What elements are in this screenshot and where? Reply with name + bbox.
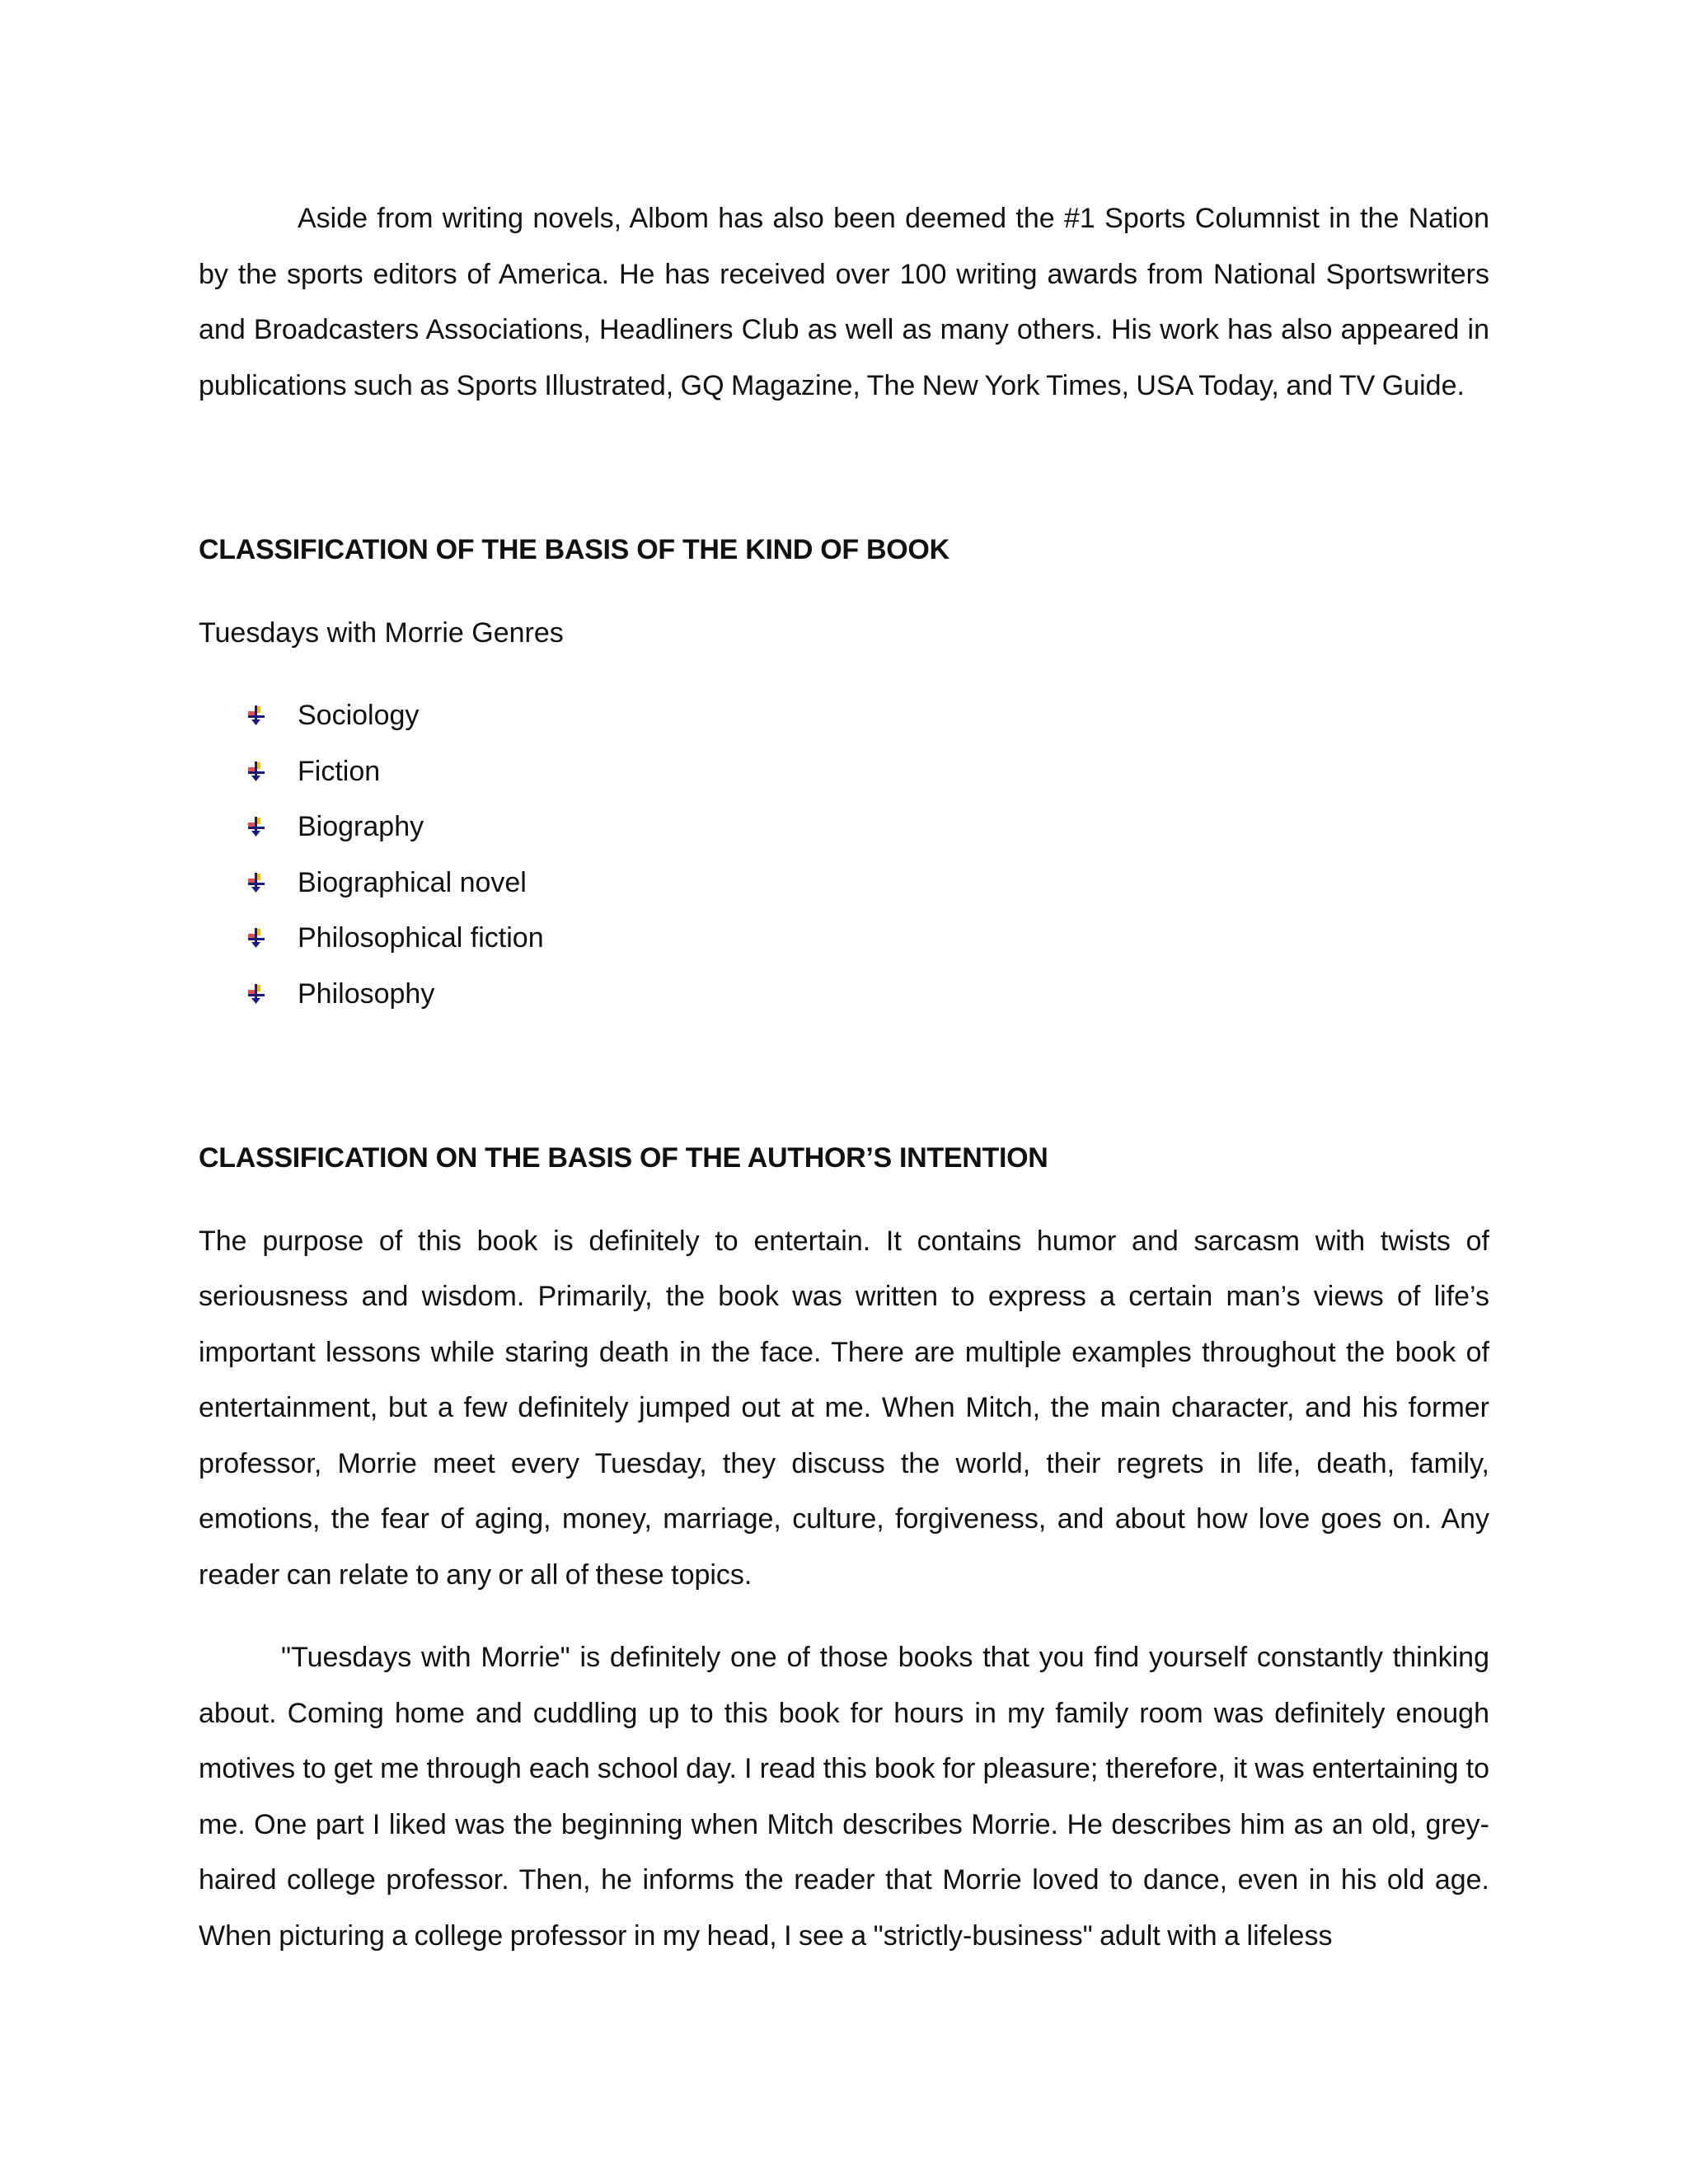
genre-label: Biography bbox=[298, 811, 424, 843]
genre-label: Fiction bbox=[298, 755, 381, 787]
spacer bbox=[199, 414, 1489, 523]
genre-list bbox=[199, 688, 1489, 1022]
list-item bbox=[199, 799, 1489, 855]
list-item bbox=[199, 688, 1489, 744]
genre-label: Biographical novel bbox=[298, 866, 527, 898]
arrow-bullet-icon bbox=[199, 799, 298, 855]
list-item bbox=[199, 911, 1489, 967]
spacer bbox=[199, 1187, 1489, 1214]
section-heading-kind: CLASSIFICATION OF THE BASIS OF THE KIND OF BOOK bbox=[199, 534, 950, 565]
list-item bbox=[199, 967, 1489, 1023]
intention-paragraph-2: "Tuesdays with Morrie" is definitely one of those books that you find yourself constantly thinking about. Coming home and cuddling up to this book for hours in my family room was definitely enough motives to get me through each school day. I read this book for pleasure; therefore, it was entertaining to me. One part I liked was the beginning when Mitch describes Morrie. He describes him as an old, grey-haired college professor. Then, he informs the reader that Morrie loved to dance, even in his old age. When picturing a college professor in my head, I see a "strictly-business" adult with a lifeless bbox=[199, 1642, 1489, 1952]
list-item bbox=[199, 855, 1489, 912]
spacer bbox=[199, 661, 1489, 688]
genre-label: Philosophy bbox=[298, 977, 435, 1010]
genres-subtitle: Tuesdays with Morrie Genres bbox=[199, 616, 564, 649]
genre-label: Philosophical fiction bbox=[298, 922, 544, 954]
document-page bbox=[199, 191, 1489, 1964]
genre-label: Sociology bbox=[298, 700, 420, 732]
list-item bbox=[199, 744, 1489, 800]
intro-paragraph: Aside from writing novels, Albom has also been deemed the #1 Sports Columnist in the Nation by the sports editors of America. He has received over 100 writing awards from National Sportswriters and Broadcasters Associations, Headliners Club as well as many others. His work has also appeared in publications such as Sports Illustrated, GQ Magazine, The New York Times, USA Today, and TV Guide. bbox=[199, 203, 1489, 401]
section-heading-intention: CLASSIFICATION ON THE BASIS OF THE AUTHOR’S INTENTION bbox=[199, 1142, 1048, 1174]
spacer bbox=[199, 1022, 1489, 1131]
arrow-bullet-icon bbox=[199, 911, 298, 967]
arrow-bullet-icon bbox=[199, 744, 298, 800]
arrow-bullet-icon bbox=[199, 855, 298, 912]
intention-paragraph-1: The purpose of this book is definitely to entertain. It contains humor and sarcasm with twists of seriousness and wisdom. Primarily, the book was written to express a certain man’s views of life’s important lessons while staring death in the face. There are multiple examples throughout the book of entertainment, but a few definitely jumped out at me. When Mitch, the main character, and his former professor, Morrie meet every Tuesday, they discuss the world, their regrets in life, death, family, emotions, the fear of aging, money, marriage, culture, forgiveness, and about how love goes on. Any reader can relate to any or all of these topics. bbox=[199, 1225, 1489, 1591]
arrow-bullet-icon bbox=[199, 688, 298, 744]
spacer bbox=[199, 579, 1489, 606]
arrow-bullet-icon bbox=[199, 967, 298, 1023]
spacer bbox=[199, 1603, 1489, 1630]
